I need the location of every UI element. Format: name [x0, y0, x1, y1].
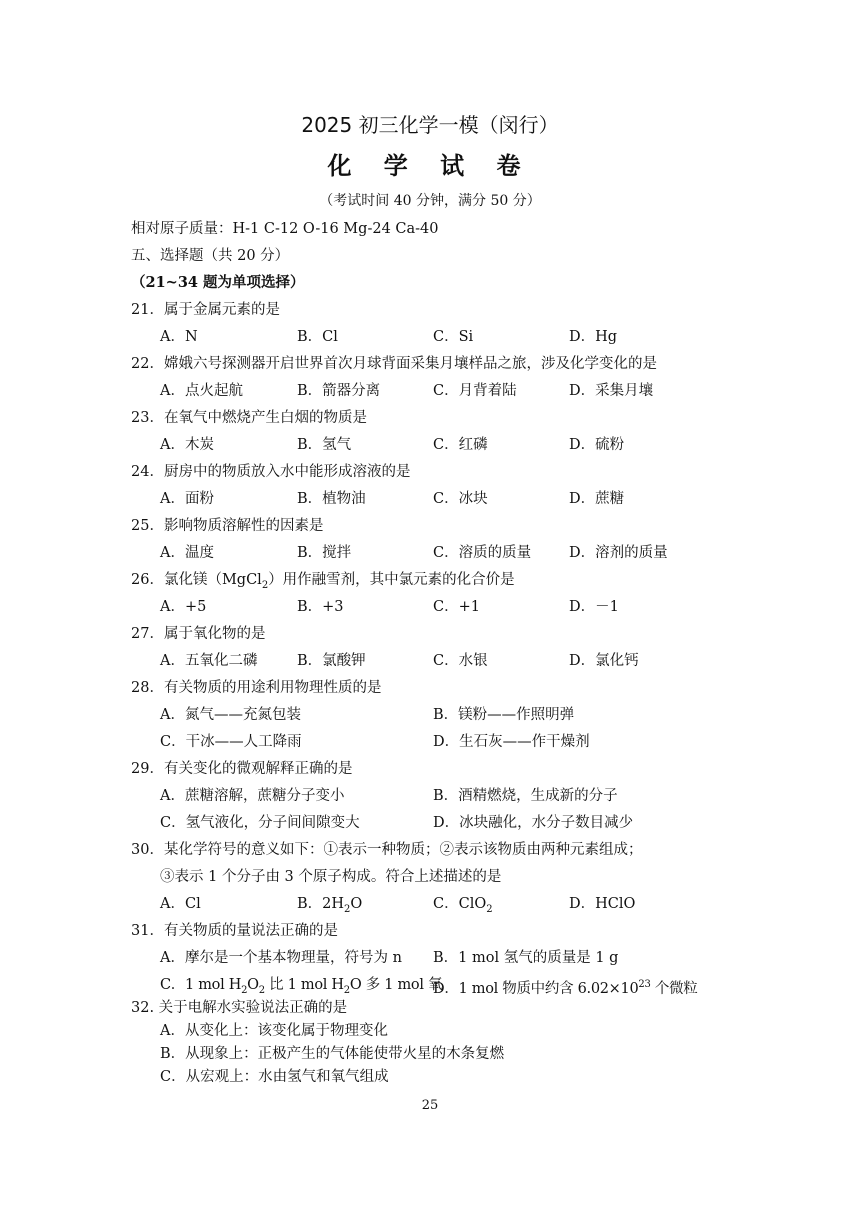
q23-option-b: B．氢气	[297, 437, 352, 453]
q25-option-c: C．溶质的质量	[433, 545, 532, 561]
q25-option-a: A．温度	[160, 545, 214, 561]
q24-option-b: B．植物油	[297, 491, 366, 507]
question-24-stem: 24．厨房中的物质放入水中能形成溶液的是	[131, 464, 411, 480]
q30-option-d: D．HClO	[569, 896, 636, 912]
q25-option-b: B．搅拌	[297, 545, 352, 561]
q22-option-b: B．箭器分离	[297, 383, 381, 399]
q28-option-d: D．生石灰——作干燥剂	[433, 734, 590, 750]
section-title: 五、选择题（共 20 分）	[131, 248, 290, 264]
q30-b-pre: B．2H	[297, 896, 345, 912]
question-30-stem-line1: 30．某化学符号的意义如下：①表示一种物质；②表示该物质由两种元素组成；	[131, 842, 643, 858]
q24-option-d: D．蔗糖	[569, 491, 625, 507]
question-22-stem: 22．嫦娥六号探测器开启世界首次月球背面采集月壤样品之旅，涉及化学变化的是	[131, 356, 657, 372]
q30-b-post: O	[350, 896, 363, 912]
q26-option-a: A．+5	[160, 599, 207, 615]
q31-option-a: A．摩尔是一个基本物理量，符号为 n	[160, 950, 402, 966]
q30-c-pre: C．ClO	[433, 896, 487, 912]
q31-c-post: O 多 1 mol 氧	[349, 977, 443, 993]
q30-option-b	[297, 894, 362, 920]
page-number: 25	[421, 1098, 439, 1113]
q22-option-d: D．采集月壤	[569, 383, 654, 399]
exam-info: （考试时间 40 分钟，满分 50 分）	[319, 193, 541, 209]
q30-option-c	[433, 894, 493, 920]
exam-subtitle: 化 学 试 卷	[327, 152, 533, 180]
q31-option-b: B．1 mol 氢气的质量是 1 g	[433, 950, 619, 966]
q27-option-c: C．水银	[433, 653, 488, 669]
q28-option-b: B．镁粉——作照明弹	[433, 707, 575, 723]
q21-option-a: A．N	[160, 329, 198, 345]
question-23-stem: 23．在氧气中燃烧产生白烟的物质是	[131, 410, 367, 426]
exam-title: 2025 初三化学一模（闵行）	[301, 113, 559, 137]
atomic-mass-line: 相对原子质量：H-1 C-12 O-16 Mg-24 Ca-40	[131, 221, 439, 237]
question-21-stem: 21．属于金属元素的是	[131, 302, 280, 318]
q31-option-c	[160, 975, 442, 1001]
q32-option-a: A．从变化上：该变化属于物理变化	[160, 1023, 388, 1039]
question-26-stem	[131, 570, 515, 596]
question-25-stem: 25．影响物质溶解性的因素是	[131, 518, 324, 534]
q26-stem-post: ）用作融雪剂，其中氯元素的化合价是	[268, 572, 515, 588]
q24-option-c: C．冰块	[433, 491, 488, 507]
q28-option-a: A．氮气——充氮包装	[160, 707, 301, 723]
q30-option-a: A．Cl	[160, 896, 201, 912]
question-28-stem: 28．有关物质的用途利用物理性质的是	[131, 680, 382, 696]
q21-option-b: B．Cl	[297, 329, 338, 345]
q32-option-c: C．从宏观上：水由氢气和氧气组成	[160, 1069, 389, 1085]
q23-option-a: A．木炭	[160, 437, 214, 453]
q31-c-sub2: 2	[258, 984, 265, 996]
q26-stem-pre: 26．氯化镁（MgCl	[131, 572, 262, 588]
q22-option-c: C．月背着陆	[433, 383, 517, 399]
q31-d-pre: D．1 mol 物质中约含 6.02×10	[433, 980, 639, 997]
q26-option-c: C．+1	[433, 599, 480, 615]
q25-option-d: D．溶剂的质量	[569, 545, 668, 561]
q27-option-b: B．氯酸钾	[297, 653, 366, 669]
q31-option-d	[433, 975, 697, 999]
q31-c-mid1: O	[247, 977, 259, 993]
q22-option-a: A．点火起航	[160, 383, 243, 399]
q30-b-sub: 2	[344, 903, 351, 915]
q31-d-sup: 23	[638, 979, 651, 990]
q31-d-post: 个微粒	[650, 980, 698, 997]
q24-option-a: A．面粉	[160, 491, 214, 507]
q29-option-d: D．冰块融化，水分子数目减少	[433, 815, 634, 831]
section-note: （21~34 题为单项选择）	[131, 274, 305, 291]
q26-option-b: B．+3	[297, 599, 344, 615]
question-32-stem: 32. 关于电解水实验说法正确的是	[131, 1000, 348, 1016]
q21-option-d: D．Hg	[569, 329, 618, 345]
question-27-stem: 27．属于氧化物的是	[131, 626, 266, 642]
q30-c-sub: 2	[486, 903, 493, 915]
question-30-stem-line2: ③表示 1 个分子由 3 个原子构成。符合上述描述的是	[160, 869, 502, 885]
q26-option-d: D．－1	[569, 599, 619, 615]
q31-c-pre: C．1 mol H	[160, 977, 242, 993]
question-31-stem: 31．有关物质的量说法正确的是	[131, 923, 338, 939]
q28-option-c: C．干冰——人工降雨	[160, 734, 302, 750]
q31-c-mid2: 比 1 mol H	[264, 977, 344, 993]
q32-option-b: B．从现象上：正极产生的气体能使带火星的木条复燃	[160, 1046, 505, 1062]
q23-option-c: C．红磷	[433, 437, 488, 453]
q29-option-a: A．蔗糖溶解，蔗糖分子变小	[160, 788, 345, 804]
q27-option-d: D．氯化钙	[569, 653, 639, 669]
q26-stem-sub: 2	[261, 579, 269, 591]
q23-option-d: D．硫粉	[569, 437, 625, 453]
q29-option-c: C．氢气液化，分子间间隙变大	[160, 815, 360, 831]
q31-c-sub1: 2	[241, 984, 248, 996]
question-29-stem: 29．有关变化的微观解释正确的是	[131, 761, 353, 777]
q29-option-b: B．酒精燃烧，生成新的分子	[433, 788, 618, 804]
q27-option-a: A．五氧化二磷	[160, 653, 258, 669]
q31-c-sub3: 2	[343, 984, 350, 996]
q21-option-c: C．Si	[433, 329, 474, 345]
